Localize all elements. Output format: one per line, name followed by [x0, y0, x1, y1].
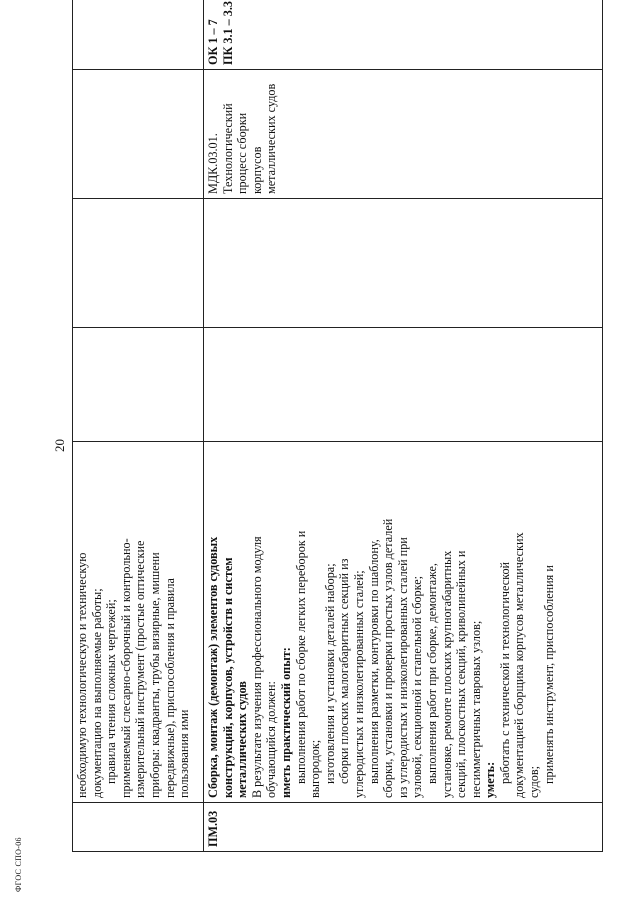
text-line: несимметричных тавровых узлов; [468, 620, 483, 798]
empty-cell [73, 199, 204, 328]
competencies-cell [204, 0, 603, 70]
empty-cell [204, 199, 603, 328]
mdk-line: процесс сборки [235, 112, 250, 194]
competency-line: ПК 3.1 – 3.3 [220, 0, 235, 65]
text-line: применять инструмент, приспособления и [541, 565, 556, 784]
table-row [204, 0, 603, 852]
content-cell [204, 442, 603, 803]
content-cell [73, 442, 204, 803]
text-line: выполнения работ при сборке, демонтаже, [424, 563, 439, 784]
text-line: выполнения работ по сборке легких переборок и [293, 530, 308, 784]
text-line: выполнения разметки, контуровки по шаблону, [366, 539, 381, 784]
text-line: пользования ими [177, 709, 192, 798]
empty-cell [73, 70, 204, 199]
competency-line: ОК 1 – 7 [206, 19, 220, 65]
module-code-cell: ПМ.03 [204, 803, 603, 852]
text-line: из углеродистых и низколегированных сталей при [395, 537, 410, 798]
table-row [73, 0, 204, 852]
curriculum-table [72, 0, 603, 852]
text-line: документацию на выполняемые работы; [89, 588, 104, 798]
text-line: сборки, установки и проверки простых узлов деталей [381, 518, 396, 798]
text-line: изготовления и установки деталей набора; [322, 563, 337, 784]
text-line: углеродистых и низколегированных сталей; [351, 570, 366, 798]
text-line: передвижные), приспособления и правила [162, 578, 177, 798]
text-line: применяемый слесарно-сборочный и контрольно- [118, 538, 133, 798]
text-line: правила чтения сложных чертежей; [104, 599, 119, 784]
text-line: документацией сборщика корпусов металлических [512, 532, 527, 798]
mdk-line: металлических судов [264, 83, 279, 194]
empty-cell [204, 328, 603, 442]
text-line: секций, плоскостных секций, криволинейных и [454, 550, 469, 798]
text-line: установке, ремонте плоских крупногабаритных [439, 550, 454, 798]
footer-code: ФГОС СПО-06 [14, 837, 23, 892]
index-cell [73, 803, 204, 852]
mdk-line: корпусов [249, 146, 264, 194]
text-line: иметь практический опыт: [278, 647, 293, 798]
text-line: работать с технической и технологической [497, 561, 512, 784]
rotated-table-wrapper [72, 0, 598, 852]
text-line: Сборка, монтаж (демонтаж) элементов судовых [206, 536, 220, 798]
mdk-line: Технологический [220, 103, 235, 194]
text-line: измерительный инструмент (простые оптические [133, 540, 148, 798]
text-line: судов; [527, 765, 542, 798]
text-line: В результате изучения профессионального модуля [249, 536, 264, 798]
text-line: конструкций, корпусов, устройств и систем [220, 557, 235, 798]
mdk-line: МДК.03.01. [206, 133, 220, 194]
mdk-cell [204, 70, 603, 199]
text-line: выгородок; [308, 739, 323, 798]
text-line: металлических судов [235, 681, 250, 798]
text-line: необходимую технологическую и техническую [75, 552, 89, 798]
text-line: обучающийся должен: [264, 681, 279, 798]
empty-cell [73, 328, 204, 442]
text-line: сборки плоских малогабаритных секций из [337, 558, 352, 784]
page-number: 20 [52, 439, 67, 452]
empty-cell [73, 0, 204, 70]
text-line: узловой, секционной и стапельной сборке; [410, 575, 425, 798]
text-line: уметь: [483, 761, 498, 798]
text-line: приборы: квадранты, трубы визирные, мишени [147, 552, 162, 798]
